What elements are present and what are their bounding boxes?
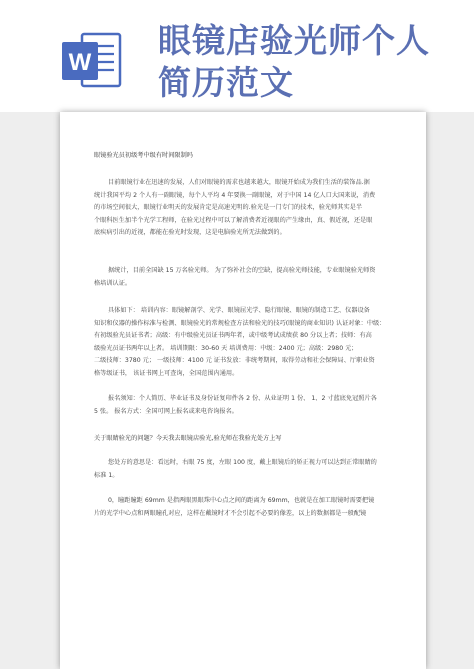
word-icon-letter: W: [68, 49, 92, 76]
paragraph-line: 有初级验光员证书者；高级：有中级验光员证书两年者，或中级考试成绩获 80 分以上者；技师：有高: [94, 332, 372, 340]
paragraph-6: [94, 495, 394, 520]
paragraph-3: [94, 305, 394, 381]
paragraph-line: 二级技师：3780 元； 一级技师：4100 元 证书发放：非统考期间，取得劳动和社会保障局、厅职业资: [94, 357, 375, 365]
heading-1: 眼镜验光员初级考中级有时间限制吗: [94, 152, 193, 159]
paragraph-line: 具体如下： 培训内容：眼镜解剖学、光学、眼镜屈光学、隐行眼镜、眼镜的制造工艺、仪器设备: [108, 307, 370, 314]
paragraph-1: [94, 177, 394, 240]
title-line-2: 简历范文: [158, 63, 294, 102]
paragraph-2: [94, 265, 394, 290]
paragraph-line: 的市场空间很大，眼镜行业明天的发展肯定是高速光明的.验光是一门专门的技术，验光师其实是半: [94, 204, 363, 212]
paragraph-4: [94, 393, 394, 418]
word-document-icon-graphic: [60, 28, 124, 92]
paragraph-line: 知识和仪器的操作标准与检测、眼镜验光的常规检查方法和验光的技巧(眼镜的商业知识) 认证对象：中级：: [94, 319, 386, 327]
paragraph-line: 报名须知：个人简历、毕业证书及身份证复印件各 2 份、从业证明 1 份、 1、2 寸蓝底免冠照片各: [108, 395, 377, 402]
document-page: [60, 112, 426, 669]
title-line-1: 眼镜店验光师个人: [158, 21, 430, 60]
paragraph-line: 格等级证书， 该证书网上可查询，全国范围内通用。: [94, 369, 239, 377]
heading-2-block: [94, 433, 394, 446]
paragraph-line: 目前眼镜行业在迅速的发展，人们对眼镜的需求也越来越大，眼镜开始成为我们生活的装饰品.据: [108, 179, 370, 186]
paragraph-line: 片的光学中心点和两眼瞳孔对应，这样在戴镜时才不会引起不必要的像差，以上的数据都是一般配镜: [94, 509, 367, 517]
paragraph-line: 级验光员证书两年以上者。 培训期限：30-60 天 培训费用：中级：2400 元；高级：2980 元；: [94, 344, 358, 352]
page-title: [158, 20, 458, 104]
heading-1-block: [94, 150, 394, 163]
paragraph-line: 您处方的意思是：看远时，右眼 75 度，左眼 100 度，戴上眼镜后的矫正视力可以达到正常眼睛的: [108, 459, 377, 466]
paragraph-line: 0，瞳距瞳距 69mm 是指两眼黑眼珠中心点之间的距离为 69mm，也就是在加工眼镜时需要把镜: [108, 497, 375, 504]
paragraph-line: 标准 1。: [94, 471, 119, 479]
header: [0, 0, 474, 112]
heading-2: 关于眼睛验光的问题？今天我去眼镜店验光,验光师在我验光处方上写: [94, 435, 282, 442]
paragraph-line: 据统计，目前全国缺 15 万名验光师。 为了弥补社会的空缺，提高验光师技能，专业眼镜验光师资: [108, 267, 376, 274]
word-document-icon: [60, 28, 124, 92]
paragraph-line: 个眼科医生加半个光学工程师，在验光过程中可以了解消费者近视眼的产生缘由，真、假近视，还是眼: [94, 216, 373, 224]
paragraph-line: 底疾病引出的近视，都能在验光时发现，这是电脑验光所无法做到的。: [94, 229, 286, 237]
paragraph-line: 5 张。 报名方式：全国可网上报名或来电咨询报名。: [94, 407, 238, 415]
paragraph-line: 统计我国平均 2 个人有一副眼镜，每个人平均 4 年要换一副眼镜，对于中国 14 亿人口大国来说，消费: [94, 191, 376, 199]
paragraph-line: 格培训认证。: [94, 279, 132, 287]
paragraph-5: [94, 457, 394, 482]
